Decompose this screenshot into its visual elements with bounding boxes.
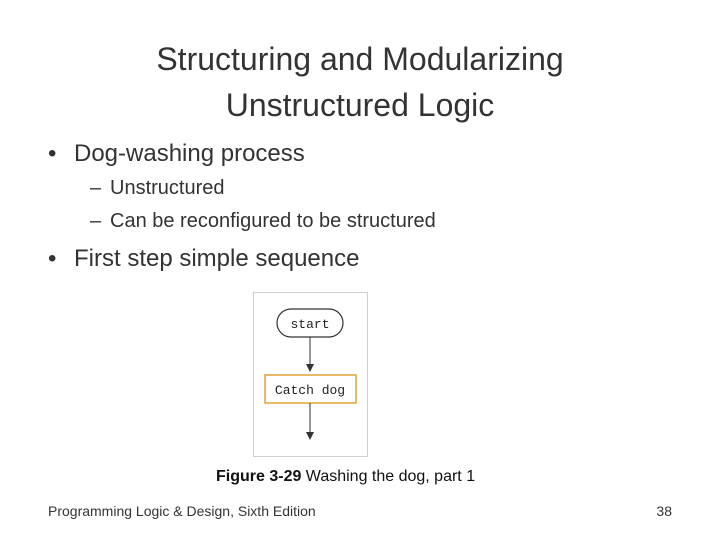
dash-marker: – <box>90 210 102 232</box>
sub-bullet-text: Can be reconfigured to be structured <box>110 210 436 232</box>
sub-bullet-item <box>90 176 225 200</box>
footer-book-title: Programming Logic & Design, Sixth Edition <box>48 503 316 519</box>
figure-caption <box>216 467 475 487</box>
page-number: 38 <box>656 503 672 519</box>
bullet-item <box>48 245 359 273</box>
sub-bullet-item <box>90 209 436 233</box>
title-line-1: Structuring and Modularizing <box>156 41 564 77</box>
bullet-item <box>48 140 305 168</box>
bullet-dot: • <box>48 140 57 167</box>
caption-figure-number: Figure 3-29 <box>216 468 302 485</box>
sub-bullet-text: Unstructured <box>110 177 225 199</box>
dash-marker: – <box>90 177 102 199</box>
process-label: Catch dog <box>274 383 346 398</box>
bullet-text: First step simple sequence <box>74 245 360 272</box>
start-label: start <box>290 317 330 332</box>
bullet-text: Dog-washing process <box>74 140 305 167</box>
slide-title <box>60 36 660 128</box>
flowchart-figure <box>253 292 368 457</box>
flowchart-svg <box>254 293 367 456</box>
caption-text: Washing the dog, part 1 <box>301 468 476 485</box>
title-line-2: Unstructured Logic <box>225 87 495 123</box>
bullet-dot: • <box>48 245 57 272</box>
